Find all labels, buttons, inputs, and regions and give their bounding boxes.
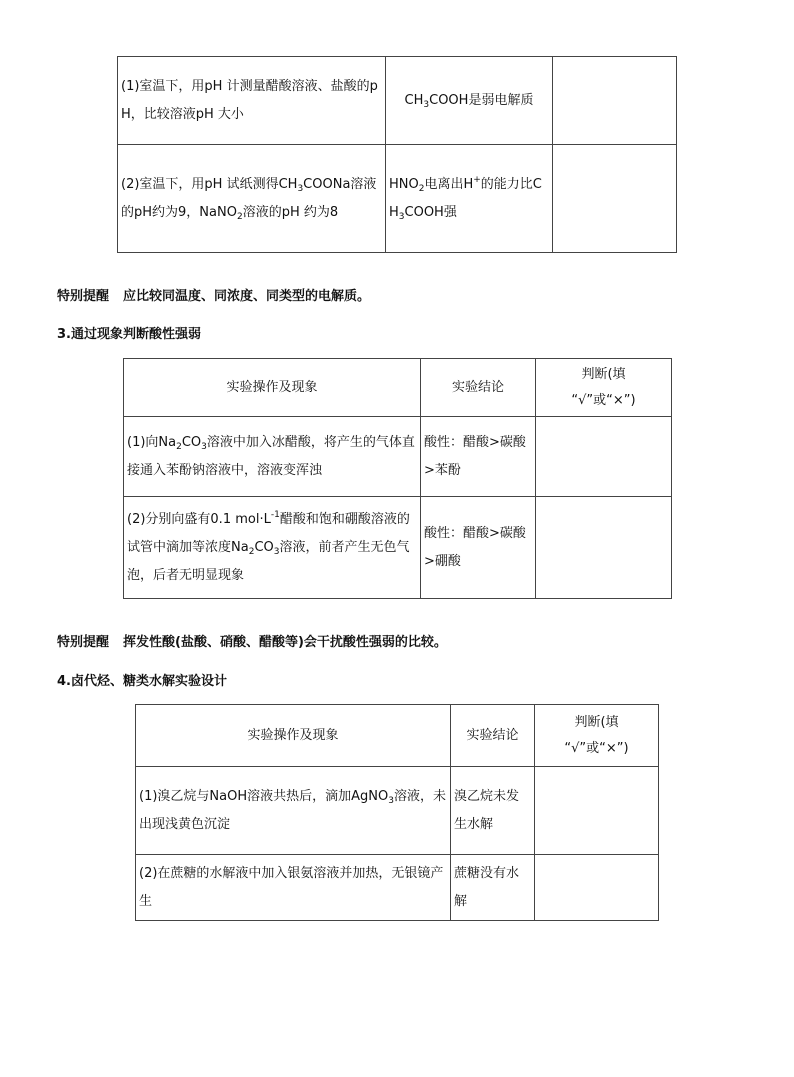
operation-text: 溶液的pH 约为8 — [242, 204, 339, 220]
subscript: 2 — [236, 211, 243, 222]
table-row — [136, 767, 659, 855]
judge-cell[interactable] — [553, 57, 677, 145]
subscript: 3 — [201, 441, 207, 452]
judge-cell[interactable] — [535, 767, 659, 855]
operation-text: (2)分别向盛有0.1 mol·L — [127, 511, 271, 527]
operation-text: CO — [181, 434, 202, 450]
header-judge-line1: 判断(填 — [574, 714, 619, 730]
header-judge-line2: “√”或“×”) — [564, 740, 629, 756]
conclusion-cell — [386, 145, 553, 253]
conclusion-text: 电离出H — [424, 176, 474, 192]
conclusion-text: COOH是弱电解质 — [429, 92, 534, 108]
judge-cell[interactable] — [535, 855, 659, 921]
conclusion-cell — [386, 57, 553, 145]
superscript: + — [473, 174, 481, 185]
header-conclusion: 实验结论 — [421, 359, 536, 417]
reminder-tag: 特别提醒 — [57, 635, 110, 650]
table-acid-strength-ph — [117, 56, 677, 253]
operation-cell — [118, 145, 386, 253]
subscript: 2 — [248, 546, 255, 557]
conclusion-cell: 溴乙烷未发生水解 — [451, 767, 535, 855]
subscript: 2 — [176, 441, 182, 452]
operation-cell — [124, 497, 421, 599]
header-judge — [536, 359, 672, 417]
subscript: 3 — [398, 211, 405, 222]
operation-text: COONa溶液的pH约为9，NaNO — [121, 176, 377, 220]
table-row — [118, 57, 677, 145]
operation-cell — [118, 57, 386, 145]
reminder-text: 应比较同温度、同浓度、同类型的电解质。 — [123, 289, 371, 304]
conclusion-text: 的能力比CH — [389, 176, 542, 220]
judge-cell[interactable] — [536, 417, 672, 497]
section-4-title: 4.卤代烃、糖类水解实验设计 — [57, 674, 227, 689]
operation-text: (1)室温下，用pH 计测量醋酸溶液、盐酸的pH，比较溶液pH 大小 — [121, 78, 378, 122]
table-row — [118, 145, 677, 253]
table-acid-strength-phenomena — [123, 358, 672, 599]
header-conclusion: 实验结论 — [451, 705, 535, 767]
subscript: 3 — [423, 99, 430, 110]
operation-cell — [124, 417, 421, 497]
table-row — [124, 497, 672, 599]
operation-text: 醋酸和饱和硼酸溶液的试管中滴加等浓度Na — [127, 511, 410, 555]
table-header-row — [136, 705, 659, 767]
subscript: 3 — [297, 183, 304, 194]
conclusion-cell: 酸性：醋酸>碳酸>苯酚 — [421, 417, 536, 497]
superscript: -1 — [270, 509, 280, 520]
operation-text: (2)在蔗糖的水解液中加入银氨溶液并加热，无银镜产生 — [139, 865, 444, 909]
subscript: 3 — [388, 795, 394, 806]
special-reminder-2 — [57, 631, 447, 650]
reminder-text: 挥发性酸(盐酸、硝酸、醋酸等)会干扰酸性强弱的比较。 — [123, 635, 447, 650]
table-header-row — [124, 359, 672, 417]
judge-cell[interactable] — [553, 145, 677, 253]
conclusion-cell: 酸性：醋酸>碳酸>硼酸 — [421, 497, 536, 599]
judge-cell[interactable] — [536, 497, 672, 599]
operation-cell — [136, 767, 451, 855]
conclusion-cell: 蔗糖没有水解 — [451, 855, 535, 921]
operation-text: (1)向Na — [127, 434, 177, 450]
operation-text: (2)室温下，用pH 试纸测得CH — [121, 176, 298, 192]
header-operation: 实验操作及现象 — [136, 705, 451, 767]
operation-text: CO — [254, 539, 274, 555]
operation-cell — [136, 855, 451, 921]
header-judge — [535, 705, 659, 767]
operation-text: 溶液中加入冰醋酸，将产生的气体直接通入苯酚钠溶液中，溶液变浑浊 — [127, 434, 415, 478]
conclusion-text: COOH强 — [404, 204, 457, 220]
header-judge-line1: 判断(填 — [581, 366, 626, 382]
subscript: 3 — [273, 546, 280, 557]
subscript: 2 — [418, 183, 425, 194]
operation-text: (1)溴乙烷与NaOH溶液共热后，滴加AgNO — [139, 788, 389, 804]
conclusion-text: CH — [404, 92, 424, 108]
operation-text: 溶液，前者产生无色气泡，后者无明显现象 — [127, 539, 410, 583]
header-judge-line2: “√”或“×”) — [571, 392, 636, 408]
reminder-tag: 特别提醒 — [57, 289, 110, 304]
conclusion-text: HNO — [389, 176, 419, 192]
table-row — [136, 855, 659, 921]
operation-text: 溶液，未出现浅黄色沉淀 — [139, 788, 446, 832]
header-operation: 实验操作及现象 — [124, 359, 421, 417]
table-row — [124, 417, 672, 497]
special-reminder-1 — [57, 285, 370, 304]
table-hydrolysis-design — [135, 704, 659, 921]
section-3-title: 3.通过现象判断酸性强弱 — [57, 327, 201, 342]
